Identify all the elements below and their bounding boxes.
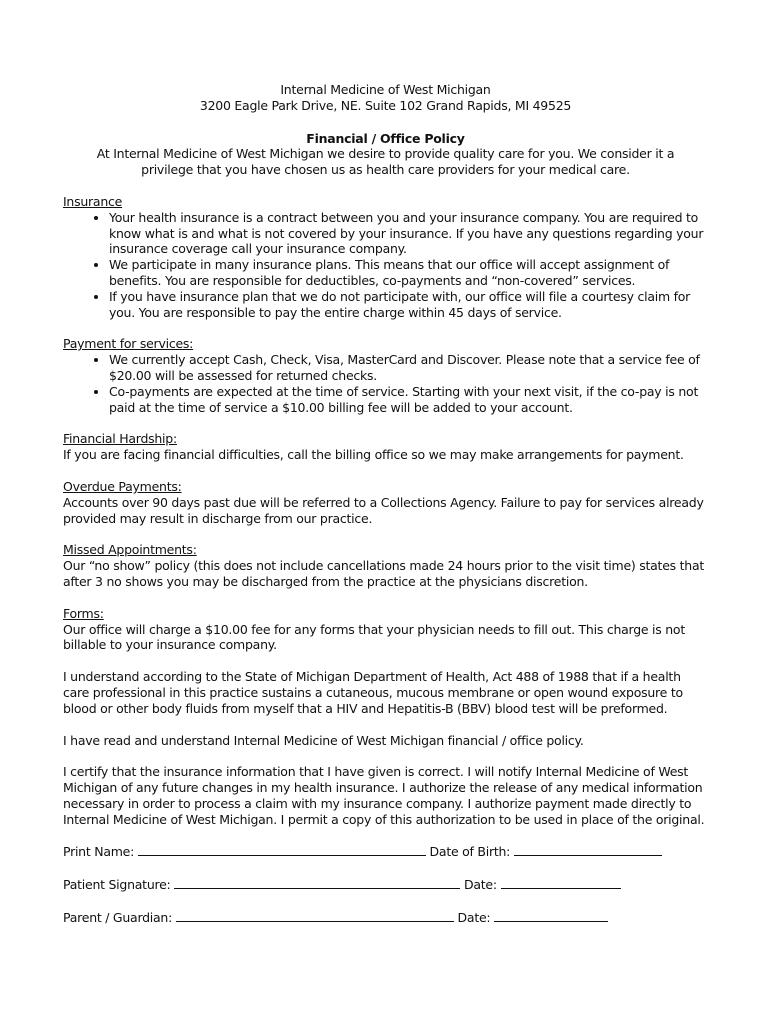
insurance-section [63,194,708,320]
read-understand-paragraph: I have read and understand Internal Medicine of West Michigan financial / office policy. [63,732,584,748]
payment-list [63,352,708,415]
overdue-section [63,479,708,526]
patient-date-label: Date: [463,877,497,893]
patient-date-field[interactable] [501,876,621,889]
overdue-heading: Overdue Payments: [63,478,182,494]
parent-date-field[interactable] [494,909,608,922]
payment-section [63,336,708,415]
signature-block [63,843,708,925]
patient-signature-label: Patient Signature: [63,877,171,893]
list-item: • Your health insurance is a contract between you and your insurance company. You are required to know what is and what is not covered by your insurance. If you have any questions regarding your insurance coverage call your insurance company. [109,210,708,257]
list-item: • We participate in many insurance plans. This means that our office will accept assignment of benefits. You are responsible for deductibles, co-payments and “non-covered” services. [109,257,708,289]
print-name-field[interactable] [138,843,426,856]
patient-signature-row [63,876,708,893]
policy-document [63,82,708,926]
missed-heading: Missed Appointments: [63,542,197,558]
parent-guardian-label: Parent / Guardian: [63,910,173,926]
print-name-row [63,843,708,860]
patient-signature-field[interactable] [174,876,460,889]
intro-text: At Internal Medicine of West Michigan we desire to provide quality care for you. We consider it a privilege that you have chosen us as health care providers for your medical care. [96,146,675,178]
list-item: • We currently accept Cash, Check, Visa, MasterCard and Discover. Please note that a service fee of $20.00 will be assessed for returned checks. [109,352,708,384]
print-name-label: Print Name: [63,844,135,860]
missed-section [63,542,708,589]
parent-guardian-field[interactable] [176,909,454,922]
certify-paragraph: I certify that the insurance information that I have given is correct. I will notify Internal Medicine of West Michigan of any future changes in my health insurance. I authorize the release of any medical information necessary in order to process a claim with my insurance company. I authorize payment made directly to Internal Medicine of West Michigan. I permit a copy of this authorization to be used in place of the original. [63,764,705,827]
insurance-list [63,210,708,321]
list-item: • If you have insurance plan that we do not participate with, our office will file a courtesy claim for you. You are responsible to pay the entire charge within 45 days of service. [109,289,708,321]
insurance-heading: Insurance [63,193,123,209]
overdue-text: Accounts over 90 days past due will be referred to a Collections Agency. Failure to pay for services already provided may result in discharge from our practice. [63,494,704,526]
org-name: Internal Medicine of West Michigan [280,82,491,97]
org-address: 3200 Eagle Park Drive, NE. Suite 102 Grand Rapids, MI 49525 [199,97,572,113]
parent-guardian-row [63,909,708,926]
hardship-heading: Financial Hardship: [63,431,177,447]
act-488-paragraph: I understand according to the State of Michigan Department of Health, Act 488 of 1988 that if a health care professional in this practice sustains a cutaneous, mucous membrane or open wound exposure to blood or other body fluids from myself that a HIV and Hepatitis-B (BBV) blood test will be preformed. [63,669,683,716]
parent-date-label: Date: [457,910,491,926]
document-title: Financial / Office Policy [306,130,465,146]
forms-text: Our office will charge a $10.00 fee for any forms that your physician needs to fill out. This charge is not billable to your insurance company. [63,621,685,653]
hardship-text: If you are facing financial difficulties, call the billing office so we may make arrangements for payment. [63,447,684,463]
dob-field[interactable] [514,843,662,856]
missed-text: Our “no show” policy (this does not include cancellations made 24 hours prior to the visit time) states that after 3 no shows you may be discharged from the practice at the physicians discretion. [63,558,705,589]
dob-label: Date of Birth: [429,844,511,860]
forms-heading: Forms: [63,605,104,621]
hardship-section [63,431,708,463]
payment-heading: Payment for services: [63,336,194,352]
forms-section [63,606,708,653]
list-item: • Co-payments are expected at the time of service. Starting with your next visit, if the co-pay is not paid at the time of service a $10.00 billing fee will be added to your account. [109,384,708,416]
